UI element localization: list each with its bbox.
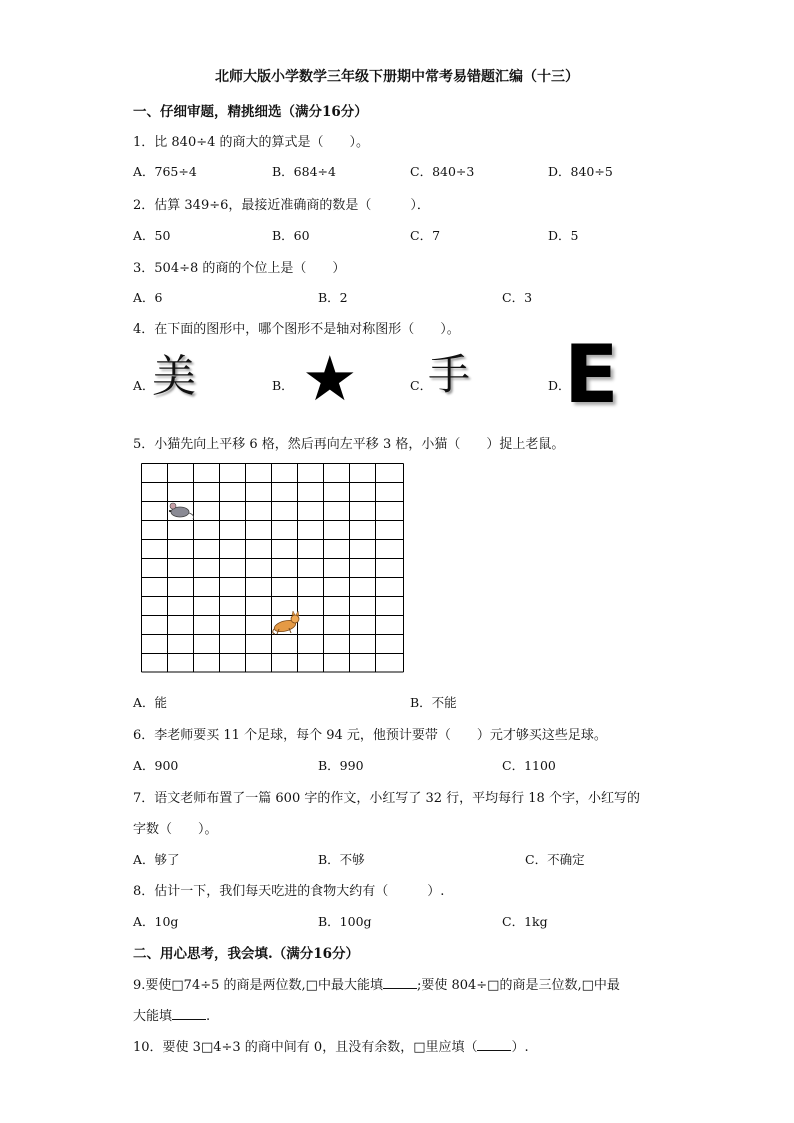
question-3-option-b[interactable]: B．2 — [318, 290, 348, 305]
question-8-stem: 8．估计一下，我们每天吃进的食物大约有（ ）. — [133, 884, 445, 899]
question-7-option-b[interactable]: B．不够 — [318, 852, 365, 867]
movement-grid — [141, 463, 405, 677]
question-4-option-c[interactable]: C． — [410, 378, 433, 393]
question-7-stem-line2: 字数（ ）。 — [133, 822, 218, 837]
question-9-text-d: . — [206, 1009, 211, 1024]
mouse-icon — [169, 503, 194, 519]
question-4-option-a[interactable]: A． — [133, 378, 155, 393]
question-1-option-a[interactable]: A．765÷4 — [133, 164, 197, 179]
question-9-text-a: 9.要使□74÷5 的商是两位数,□中最大能填 — [133, 978, 383, 993]
question-5-option-a[interactable]: A．能 — [133, 695, 168, 710]
question-1-stem: 1．比 840÷4 的商大的算式是（ ）。 — [133, 135, 370, 150]
question-10-blank[interactable] — [477, 1038, 511, 1051]
question-10 — [133, 1036, 529, 1055]
question-8-option-a[interactable]: A．10g — [133, 914, 179, 929]
question-7-stem-line1: 7．语文老师布置了一篇 600 字的作文，小红写了 32 行，平均每行 18 个字，小红写的 — [133, 791, 640, 806]
question-9-line2 — [133, 1005, 210, 1024]
question-9-text-c: 大能填 — [133, 1009, 173, 1024]
question-6-stem: 6．李老师要买 11 个足球，每个 94 元，他预计要带（ ）元才够买这些足球。 — [133, 728, 607, 743]
question-4-stem: 4．在下面的图形中，哪个图形不是轴对称图形（ ）。 — [133, 322, 460, 337]
page-title: 北师大版小学数学三年级下册期中常考易错题汇编（十三） — [215, 69, 579, 85]
question-4-option-d[interactable]: D． — [548, 378, 571, 393]
question-2-option-a[interactable]: A．50 — [133, 228, 171, 243]
question-10-text-a: 10．要使 3□4÷3 的商中间有 0，且没有余数，□里应填（ — [133, 1040, 478, 1055]
figure-letter-e: E — [564, 328, 619, 421]
question-7-option-a[interactable]: A．够了 — [133, 852, 180, 867]
figure-shou-character: 手 — [428, 350, 471, 399]
question-2-stem: 2．估算 349÷6，最接近准确商的数是（ ）． — [133, 198, 430, 213]
figure-mei-character: 美 — [152, 351, 196, 402]
question-4-option-b[interactable]: B． — [272, 378, 294, 393]
question-3-option-a[interactable]: A．6 — [133, 290, 163, 305]
question-1-option-d[interactable]: D．840÷5 — [548, 164, 613, 179]
star-icon: ★ — [302, 342, 358, 415]
section-1-heading: 一、仔细审题，精挑细选（满分16分） — [133, 104, 368, 120]
question-1-option-c[interactable]: C．840÷3 — [410, 164, 475, 179]
question-9-blank-2[interactable] — [172, 1007, 206, 1020]
question-9-line1 — [133, 974, 620, 993]
question-9-text-b: ;要使 804÷□的商是三位数,□中最 — [416, 978, 620, 993]
question-6-option-b[interactable]: B．990 — [318, 758, 364, 773]
question-8-option-c[interactable]: C．1kg — [502, 914, 548, 929]
question-7-option-c[interactable]: C．不确定 — [525, 852, 585, 867]
question-6-option-a[interactable]: A．900 — [133, 758, 179, 773]
question-8-option-b[interactable]: B．100g — [318, 914, 372, 929]
question-2-option-b[interactable]: B．60 — [272, 228, 310, 243]
question-3-option-c[interactable]: C．3 — [502, 290, 533, 305]
question-1-option-b[interactable]: B．684÷4 — [272, 164, 336, 179]
section-2-heading: 二、用心思考，我会填.（满分16分） — [133, 946, 359, 962]
question-9-blank-1[interactable] — [383, 976, 417, 989]
question-6-option-c[interactable]: C．1100 — [502, 758, 556, 773]
question-5-option-b[interactable]: B．不能 — [410, 695, 457, 710]
question-5-stem: 5．小猫先向上平移 6 格，然后再向左平移 3 格，小猫（ ）捉上老鼠。 — [133, 437, 565, 452]
question-2-option-d[interactable]: D．5 — [548, 228, 579, 243]
question-2-option-c[interactable]: C．7 — [410, 228, 441, 243]
question-10-text-b: ）. — [511, 1040, 529, 1055]
cat-icon — [273, 611, 299, 634]
question-3-stem: 3．504÷8 的商的个位上是（ ） — [133, 261, 346, 276]
